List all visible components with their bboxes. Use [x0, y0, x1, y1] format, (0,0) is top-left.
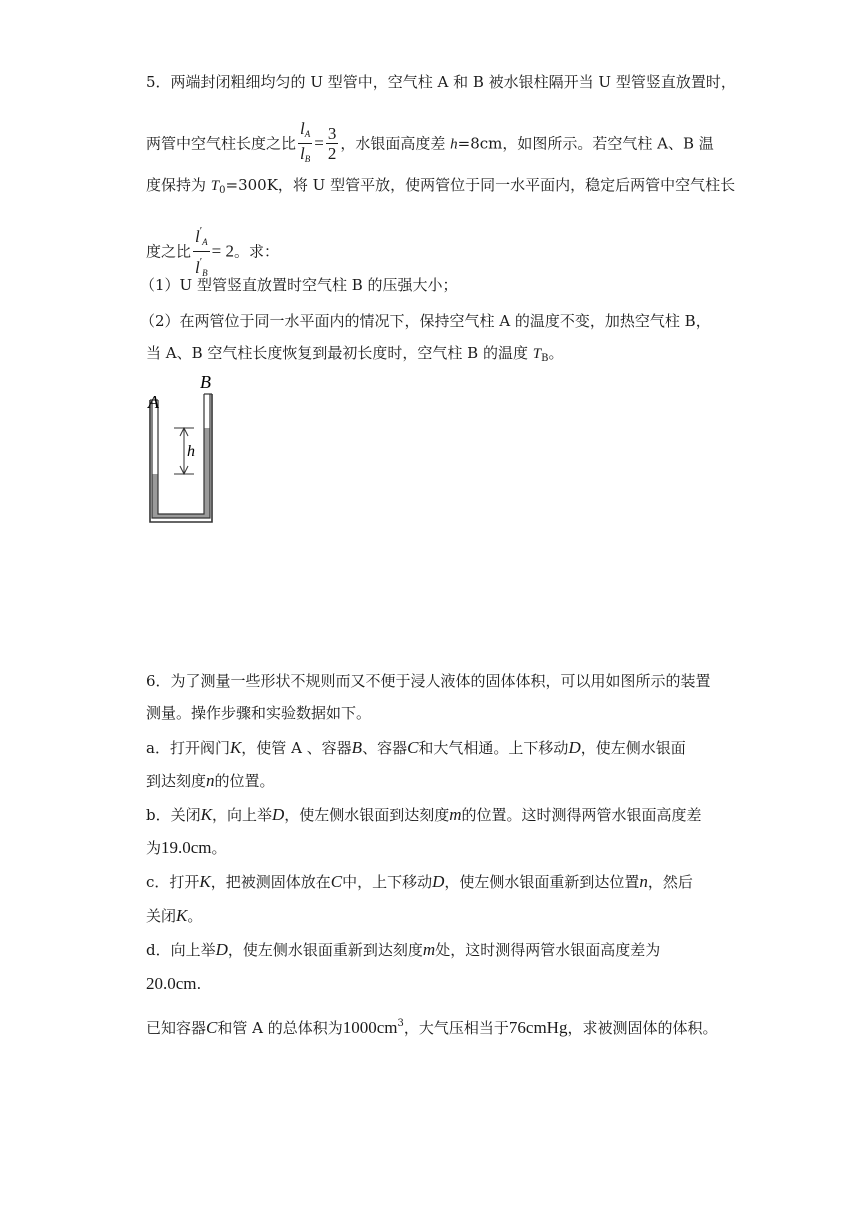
q6-text: 的位置。这时测得两管水银面高度差: [461, 806, 702, 824]
q6-text: 中，上下移动: [342, 873, 433, 891]
q6-line-2: [146, 703, 371, 723]
variable-d: D: [568, 738, 581, 757]
q6-step-c-line-1: [146, 872, 693, 892]
variable-k: K: [176, 906, 188, 925]
q5-line-1: [146, 72, 736, 92]
variable-n: n: [206, 771, 215, 790]
q6-text: a．打开阀门: [146, 739, 230, 757]
q6-text: ，把被测固体放在: [210, 873, 331, 891]
q5-text: ，水银面高度差: [340, 134, 451, 153]
variable-m: m: [422, 940, 436, 959]
q6-text: ，求被测固体的体积。: [567, 1019, 718, 1037]
q6-text: 6．为了测量一些形状不规则而又不便于浸人液体的固体体积，可以用如图所示的装置: [146, 672, 711, 690]
q6-text: 已知容器: [146, 1019, 207, 1037]
variable-k: K: [229, 738, 242, 757]
q6-step-b-line-2: [146, 838, 227, 858]
q6-step-a-line-1: [146, 738, 686, 758]
frac-denominator-sub: B: [202, 268, 208, 278]
frac-rhs-denominator: 2: [327, 144, 337, 163]
q5-part-2-text: （2）在两管位于同一水平面内的情况下，保持空气柱 A 的温度不变，加热空气柱 B，: [140, 312, 711, 330]
q6-text: 。: [211, 839, 227, 857]
q6-line-1: [146, 671, 711, 691]
q6-text: d．向上举: [146, 941, 216, 959]
q6-text: 。: [187, 907, 203, 925]
frac-numerator-sub: A: [304, 129, 311, 139]
q6-step-a-line-2: [146, 771, 275, 791]
q5-part-2-text: 当 A、B 空气柱长度恢复到最初长度时，空气柱 B 的温度: [146, 344, 533, 362]
variable-c: C: [206, 1018, 218, 1037]
variable-n: n: [639, 872, 648, 891]
fig-label-a: A: [148, 392, 159, 412]
q6-text: ，使管 A 、容器: [241, 739, 352, 757]
value-19cm: 19.0cm: [161, 838, 212, 857]
q5-part-1: [140, 275, 458, 295]
q6-text: b．关闭: [146, 806, 201, 824]
q6-step-b-line-1: [146, 805, 702, 825]
frac-rhs-numerator: 3: [327, 124, 337, 143]
mercury-left: [152, 474, 158, 518]
q5-part-2-line-2: [146, 343, 563, 369]
variable-k: K: [200, 805, 212, 824]
q5-text: =300K，将 U 型管平放，使两管位于同一水平面内，稳定后两管中空气柱长: [225, 176, 736, 194]
tube-inner-wall: [152, 394, 210, 518]
ratio-fraction-la-prime-lb-prime: [193, 222, 210, 283]
value-1000cm3: 1000cm: [342, 1018, 398, 1037]
q6-text: 关闭: [146, 907, 177, 925]
tube-inner-edge: [158, 394, 204, 514]
frac-denominator: l: [195, 258, 200, 277]
q6-text: ，使左侧水银面到达刻度: [284, 806, 450, 824]
q5-text: 。求：: [234, 242, 280, 261]
q5-text: 。: [548, 344, 564, 362]
ratio-value: = 2: [211, 241, 234, 261]
q6-text: .: [196, 975, 202, 993]
q5-text: 5．两端封闭粗细均匀的 U 型管中，空气柱 A 和 B 被水银柱隔开当 U 型管竖直放置时，: [146, 73, 736, 91]
q6-text: 处，这时测得两管水银面高度差为: [435, 941, 661, 959]
variable-d: D: [215, 940, 228, 959]
frac-denominator-sub: B: [304, 154, 311, 164]
fig-label-h: h: [187, 443, 195, 460]
variable-h: h: [450, 136, 458, 153]
ratio-value-fraction: [326, 125, 339, 164]
variable-t0-sub: 0: [219, 185, 226, 196]
cubic-exponent: 3: [397, 1018, 404, 1029]
q6-text: c．打开: [146, 873, 200, 891]
q5-text: 两管中空气柱长度之比: [146, 134, 297, 153]
frac-numerator-sub: A: [202, 237, 208, 247]
variable-c: C: [407, 738, 419, 757]
q6-text: 和大气相通。上下移动: [418, 739, 569, 757]
q5-line-2: [146, 120, 714, 169]
fig-label-b: B: [200, 372, 211, 392]
variable-k: K: [199, 872, 211, 891]
variable-m: m: [449, 805, 462, 824]
variable-b: B: [351, 738, 363, 757]
q5-line-3: [146, 175, 735, 201]
variable-tb-sub: B: [541, 353, 549, 364]
q6-text: 到达刻度: [146, 772, 207, 790]
q6-text: ，大气压相当于: [403, 1019, 509, 1037]
q6-text: ，使左侧水银面重新到达刻度: [227, 941, 423, 959]
q6-text: ，使左侧水银面: [580, 739, 686, 757]
value-76cmhg: 76cmHg: [508, 1018, 568, 1037]
q6-step-d-line-1: [146, 940, 660, 960]
q6-step-c-line-2: [146, 906, 202, 926]
q5-text: 度保持为: [146, 176, 211, 194]
q5-line-4: [146, 222, 279, 283]
frac-denominator: l: [300, 144, 305, 163]
variable-d: D: [432, 872, 445, 891]
value-20cm: 20.0cm: [146, 974, 197, 993]
variable-c: C: [330, 872, 343, 891]
q6-text: 和管 A 的总体积为: [217, 1019, 343, 1037]
q5-part-1-text: （1）U 型管竖直放置时空气柱 B 的压强大小；: [140, 276, 458, 294]
q5-part-2-line-1: [140, 311, 711, 331]
variable-t0: T: [210, 178, 220, 194]
q6-text: ，然后: [647, 873, 693, 891]
q6-given-line: [146, 1014, 717, 1038]
q6-text: ，向上举: [211, 806, 272, 824]
frac-numerator: l: [300, 119, 305, 138]
u-tube-figure: [140, 370, 230, 530]
frac-numerator: l: [195, 227, 200, 246]
q6-text: 、容器: [362, 739, 408, 757]
equals-sign: =: [314, 133, 324, 153]
q5-text: 度之比: [146, 242, 192, 261]
q6-text: 测量。操作步骤和实验数据如下。: [146, 704, 372, 722]
mercury-right: [204, 428, 210, 518]
q6-text: ，使左侧水银面重新到达位置: [444, 873, 640, 891]
ratio-fraction-la-lb: [298, 120, 312, 169]
q6-step-d-line-2: [146, 974, 201, 994]
q6-text: 为: [146, 839, 162, 857]
q6-text: 的位置。: [214, 772, 275, 790]
prime-mark: ′: [199, 225, 203, 237]
prime-mark: ′: [199, 256, 203, 268]
variable-d: D: [271, 805, 285, 824]
tube-outer-wall: [150, 394, 212, 522]
q5-text: =8cm，如图所示。若空气柱 A、B 温: [457, 134, 714, 153]
variable-tb: T: [532, 346, 542, 362]
